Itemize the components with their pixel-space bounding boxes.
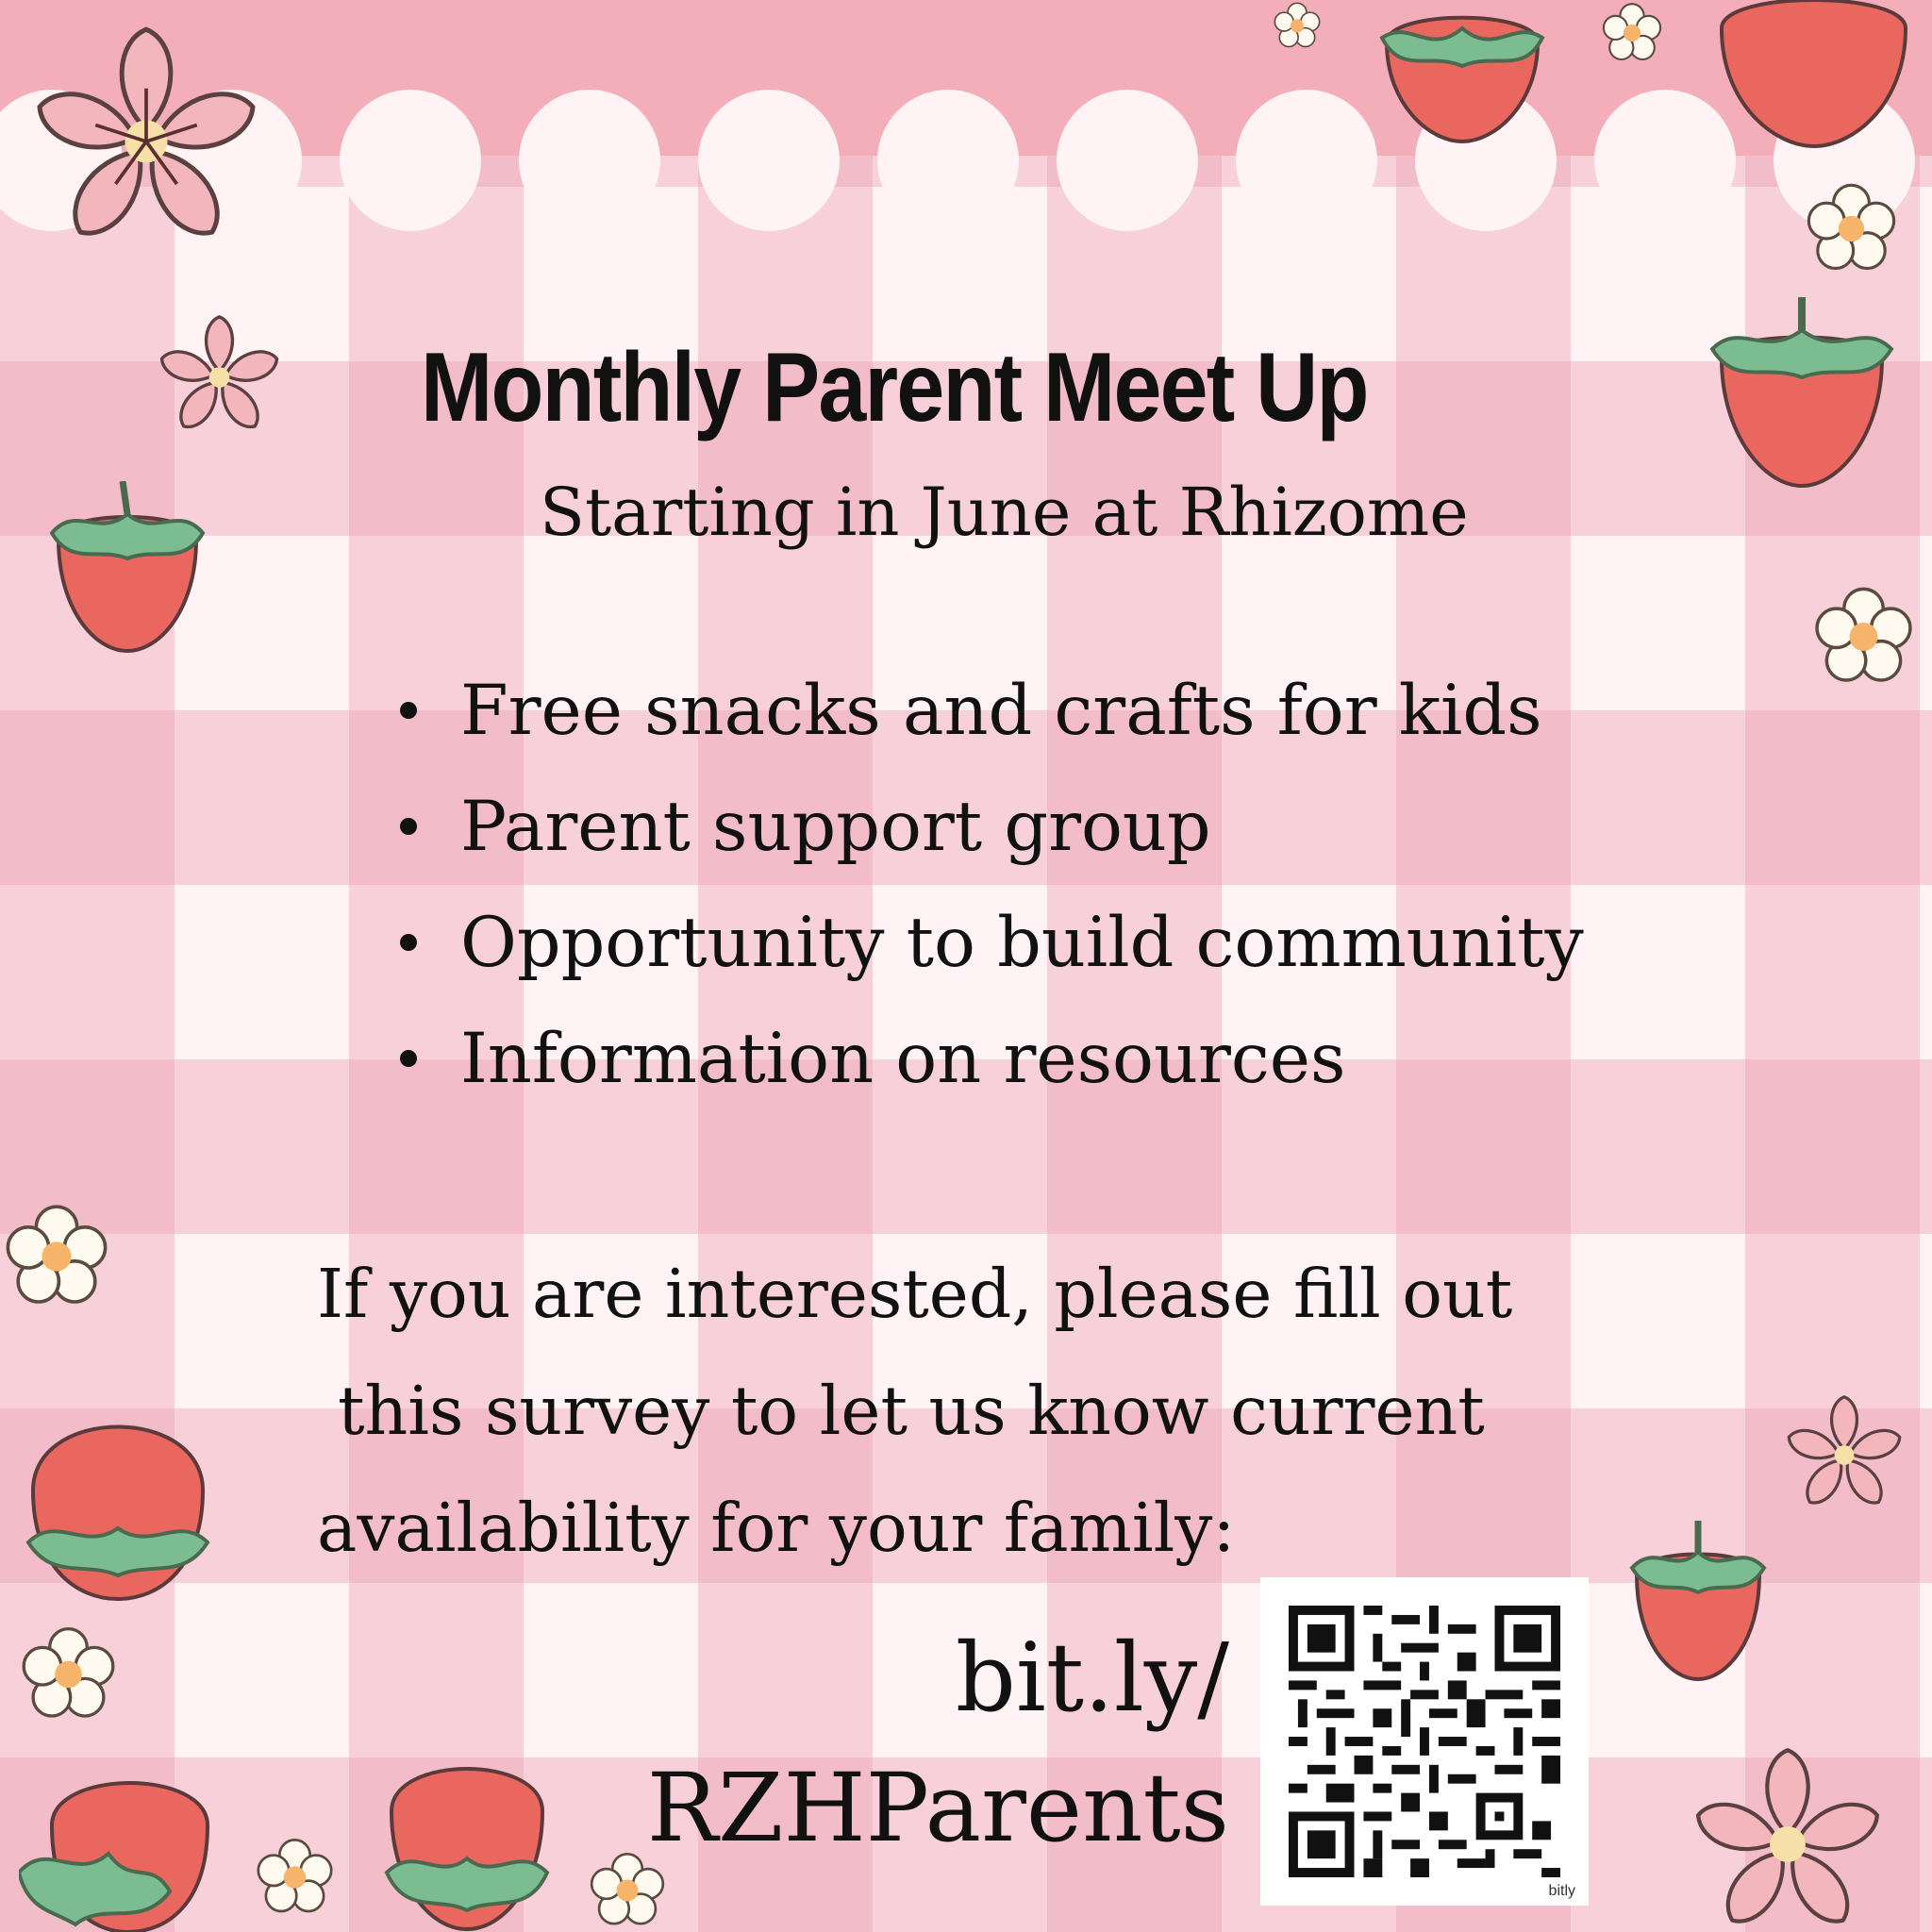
daisy-icon: [1590, 0, 1674, 66]
survey-call-to-action: [317, 1236, 1638, 1587]
list-item-text: Opportunity to build community: [460, 903, 1584, 983]
flyer-title: Monthly Parent Meet Up: [421, 333, 1368, 442]
daisy-icon: [1797, 179, 1906, 278]
scallop: [1057, 90, 1198, 231]
cta-line: this survey to let us know current: [338, 1372, 1485, 1450]
strawberry-icon: [19, 1750, 212, 1932]
bullet-dot: [400, 702, 417, 719]
strawberry-icon: [1712, 0, 1915, 151]
survey-link-line-1[interactable]: bit.ly/: [955, 1623, 1229, 1733]
list-item: [396, 1001, 1584, 1117]
flyer-subtitle: Starting in June at Rhizome: [540, 474, 1469, 551]
scallop: [340, 90, 481, 231]
daisy-icon: [1255, 0, 1340, 52]
cherry-blossom-icon: [156, 311, 283, 443]
survey-link-line-2[interactable]: RZHParents: [646, 1753, 1229, 1863]
strawberry-icon: [1627, 1519, 1769, 1684]
cherry-blossom-icon: [1679, 1745, 1896, 1932]
scallop: [698, 90, 840, 231]
cherry-blossom-icon: [1783, 1391, 1906, 1519]
bullet-dot: [400, 934, 417, 951]
benefits-list: [396, 653, 1584, 1117]
strawberry-icon: [19, 1387, 217, 1604]
daisy-icon: [1809, 580, 1918, 693]
bullet-dot: [400, 1050, 417, 1067]
scallop: [519, 90, 660, 231]
scallop: [1236, 90, 1377, 231]
cta-line: If you are interested, please fill out: [317, 1255, 1513, 1333]
strawberry-icon: [1707, 292, 1896, 491]
list-item-text: Free snacks and crafts for kids: [460, 671, 1542, 751]
bullet-dot: [400, 818, 417, 835]
scallop: [877, 90, 1019, 231]
cta-line: availability for your family:: [317, 1489, 1236, 1567]
qr-code-icon: [1289, 1606, 1560, 1877]
strawberry-icon: [377, 1740, 557, 1932]
daisy-icon: [250, 1835, 340, 1920]
list-item-text: Parent support group: [460, 787, 1211, 867]
strawberry-icon: [1373, 0, 1552, 146]
daisy-icon: [0, 1200, 113, 1313]
list-item: [396, 653, 1584, 769]
list-item: [396, 885, 1584, 1001]
qr-code-card[interactable]: [1260, 1577, 1589, 1906]
qr-brand-label: bitly: [1548, 1883, 1575, 1899]
list-item-text: Information on resources: [460, 1019, 1346, 1099]
daisy-icon: [14, 1623, 123, 1726]
cherry-blossom-icon: [28, 19, 264, 264]
list-item: [396, 769, 1584, 885]
strawberry-icon: [47, 481, 208, 656]
